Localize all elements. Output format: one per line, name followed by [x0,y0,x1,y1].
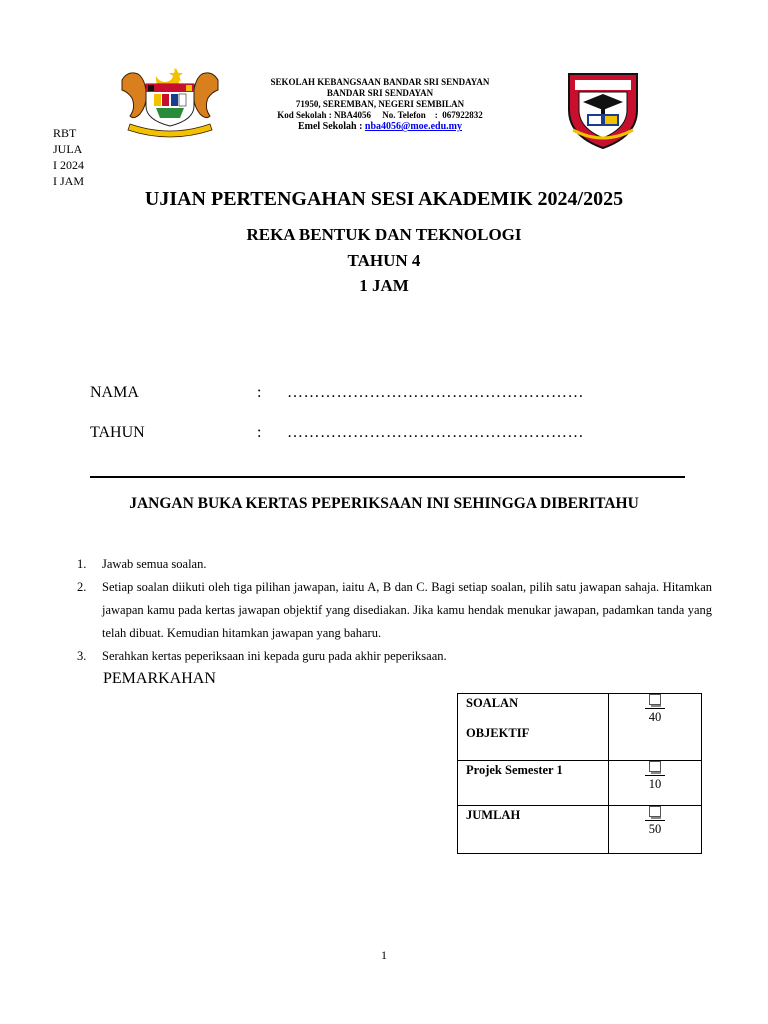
marks-row-label [458,806,609,854]
page-number: 1 [381,948,387,962]
exam-title: UJIAN PERTENGAHAN SESI AKADEMIK 2024/2025 [144,188,624,210]
school-email-line [210,121,550,132]
year-colon: : [257,424,262,441]
instruction-item [72,645,712,668]
marks-label-line: JUMLAH [466,808,521,822]
marks-row [458,694,702,761]
side-code-line: I JAM [53,174,85,188]
marks-heading: PEMARKAHAN [103,670,216,687]
school-header [210,77,550,132]
marks-row-label [458,761,609,806]
score-total: 40 [648,710,662,724]
email-link[interactable]: nba4056@moe.edu.my [364,121,463,132]
name-colon: : [257,384,262,401]
school-address: 71950, SEREMBAN, NEGERI SEMBILAN [295,99,465,109]
side-code-line: I 2024 [53,158,84,172]
divider-rule [90,476,685,478]
phone-number: 067922832 [442,110,483,120]
year-title: TAHUN 4 [347,251,421,270]
name-field[interactable]: ……………………………………………… [287,384,584,401]
name-label: NAMA [90,384,139,401]
instruction-number: 1. [77,557,87,571]
marks-score-cell [609,694,702,761]
marks-row [458,761,702,806]
subject-title: REKA BENTUK DAN TEKNOLOGI [246,225,522,244]
side-code-line: RBT [53,126,77,140]
marks-label-line: Projek Semester 1 [466,763,563,777]
marks-row-label [458,694,609,761]
marks-label-line: OBJEKTIF [466,726,530,740]
score-entry-box[interactable] [649,761,661,772]
instruction-text: Setiap soalan diikuti oleh tiga pilihan jawapan, iaitu A, B dan C. Bagi setiap soalan, pilih satu jawapan sahaja. Hitamkan jawapan kamu pada kertas jawapan objektif yang disediakan. Jika kamu hendak menukar jawapan, padamkan tanda yang telah dibuat. Kemudian hitamkan jawapan yang baharu. [102,580,712,640]
school-logo-icon [565,70,641,150]
school-contact [210,110,550,121]
fraction-bar [645,775,665,776]
instruction-item [72,576,712,645]
fraction-bar [645,820,665,821]
warning-text: JANGAN BUKA KERTAS PEPERIKSAAN INI SEHINGGA DIBERITAHU [129,495,639,512]
year-field[interactable]: ……………………………………………… [287,424,584,441]
school-code: Kod Sekolah : NBA4056 [277,110,371,120]
marks-score-cell [609,806,702,854]
marks-table [457,693,702,854]
instruction-text: Jawab semua soalan. [102,557,207,571]
instruction-number: 2. [77,580,87,594]
side-code-line: JULA [53,142,83,156]
score-total: 10 [648,777,662,791]
school-name: SEKOLAH KEBANGSAAN BANDAR SRI SENDAYAN [270,77,490,87]
instruction-item [72,553,712,576]
instruction-text: Serahkan kertas peperiksaan ini kepada guru pada akhir peperiksaan. [102,649,447,663]
phone-separator: : [434,110,438,120]
instruction-number: 3. [77,649,87,663]
instructions-list [72,553,712,668]
year-label: TAHUN [90,424,145,441]
email-label: Emel Sekolah : [297,121,363,132]
school-town: BANDAR SRI SENDAYAN [326,88,434,98]
score-entry-box[interactable] [649,694,661,705]
side-code [53,125,84,189]
marks-label-line: SOALAN [466,696,519,710]
fraction-bar [645,708,665,709]
marks-row [458,806,702,854]
marks-score-cell [609,761,702,806]
score-entry-box[interactable] [649,806,661,817]
score-total: 50 [648,822,662,836]
duration-title: 1 JAM [359,276,409,295]
phone-label: No. Telefon [382,110,426,120]
coat-of-arms-icon [116,62,224,138]
